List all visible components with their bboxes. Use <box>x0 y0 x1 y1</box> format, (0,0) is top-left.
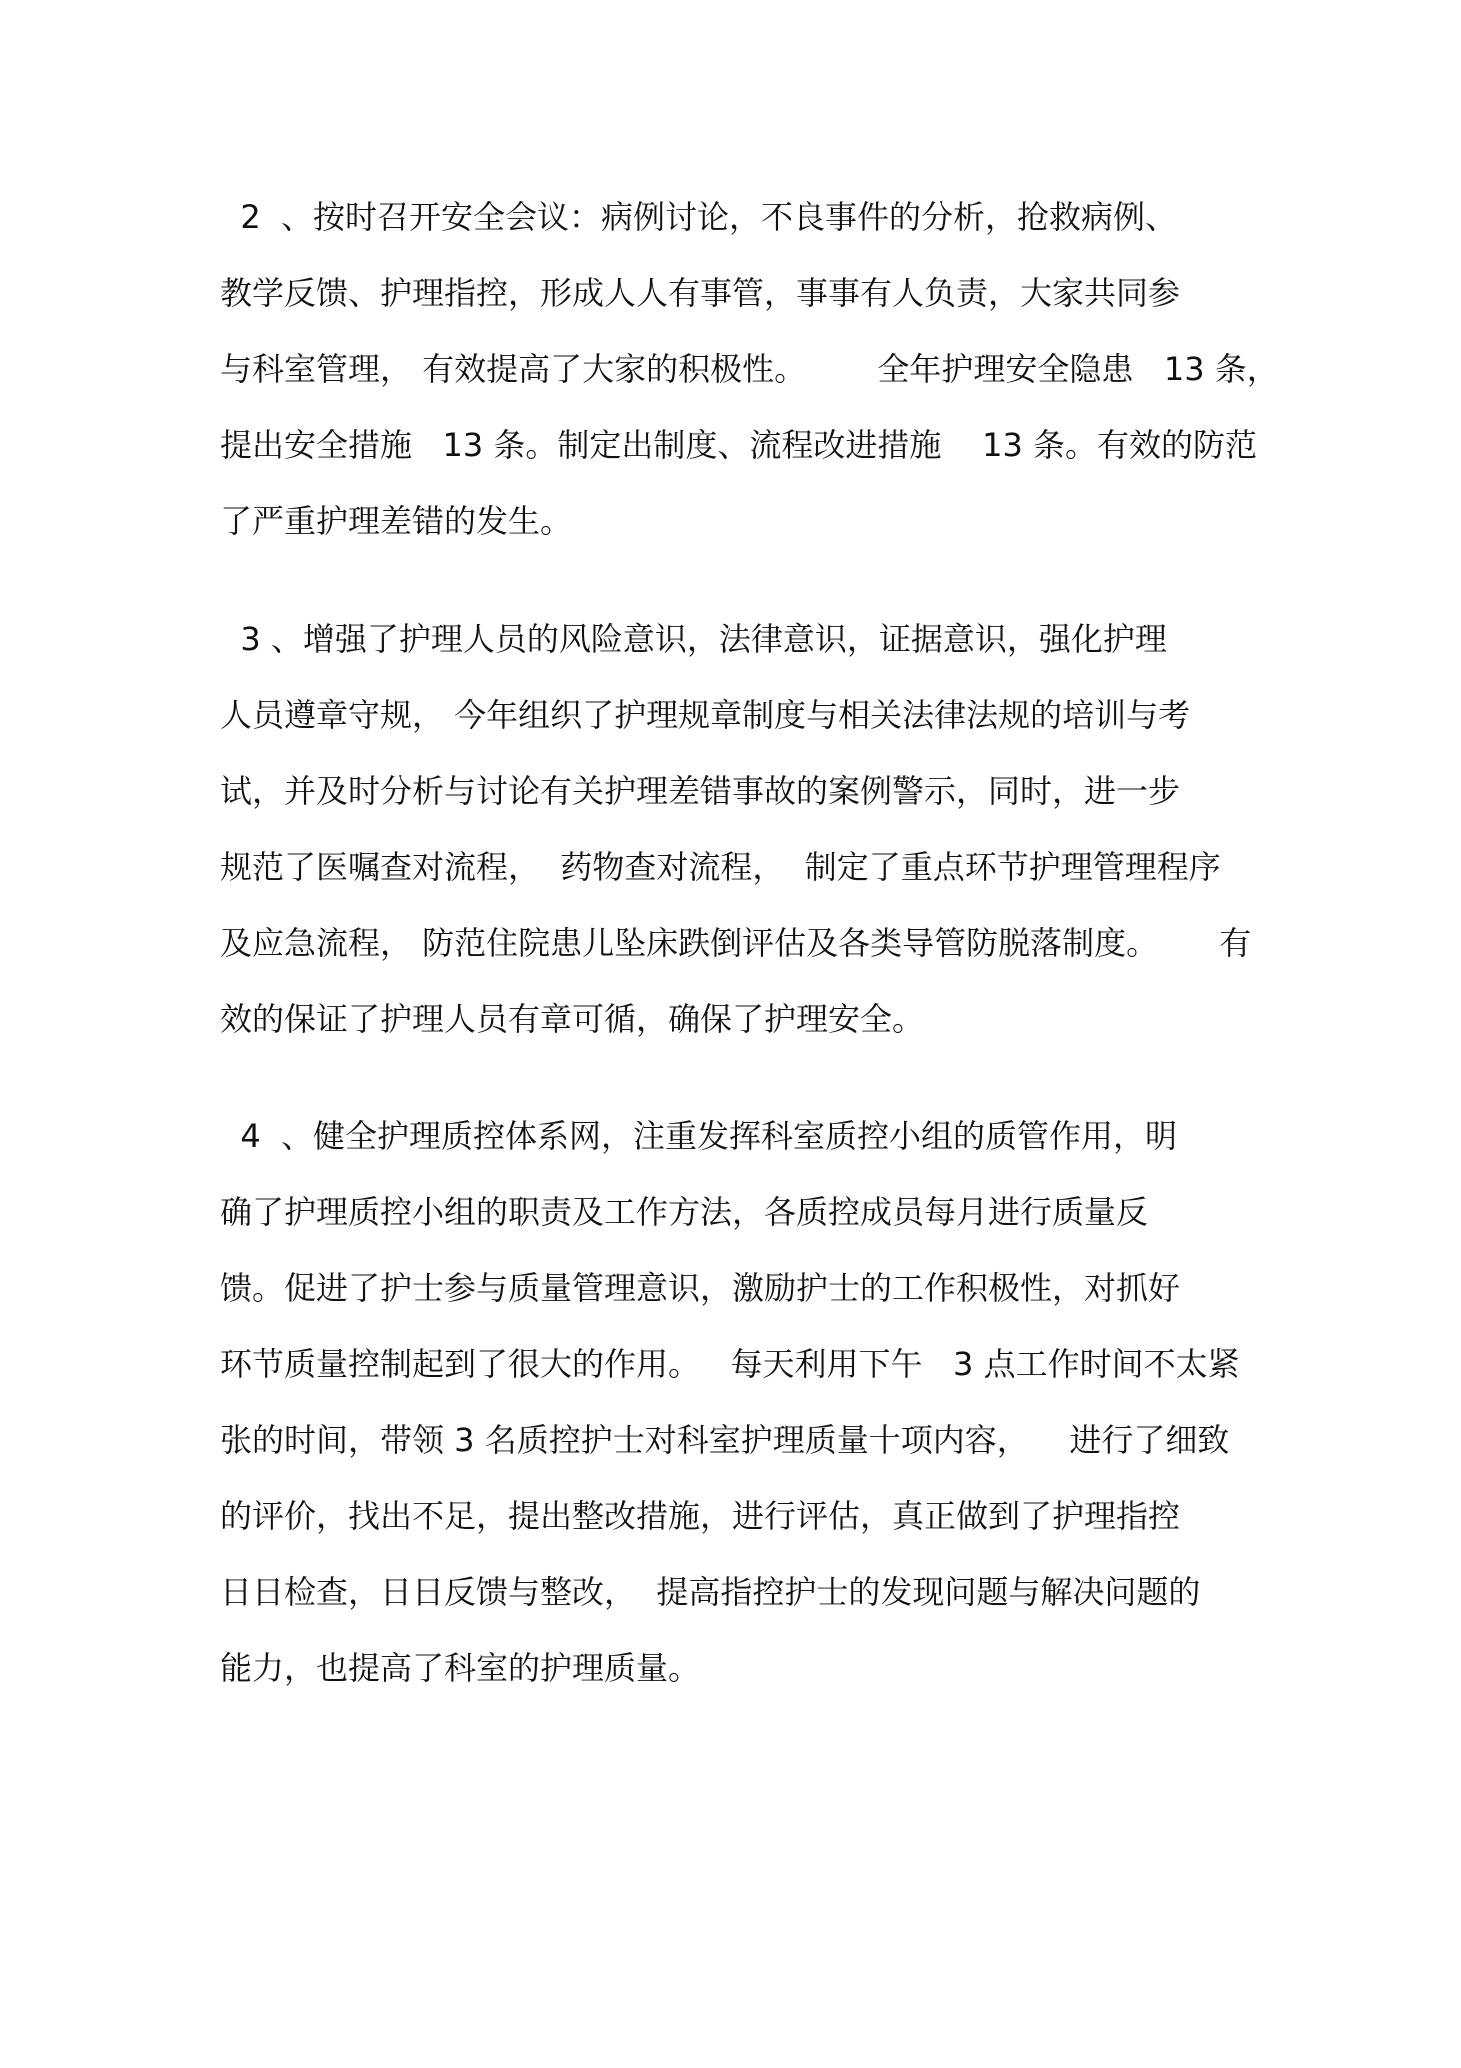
paragraph-3-line-4: 规范了医嘱查对流程， 药物查对流程， 制定了重点环节护理管理程序 <box>220 848 1221 886</box>
paragraph-3-line-1: 3 、增强了护理人员的风险意识，法律意识，证据意识，强化护理 <box>220 620 1167 658</box>
paragraph-2-line-3: 与科室管理， 有效提高了大家的积极性。 全年护理安全隐患 13 条， <box>220 350 1279 388</box>
paragraph-3-line-3: 试，并及时分析与讨论有关护理差错事故的案例警示，同时，进一步 <box>220 772 1181 810</box>
paragraph-2-line-4: 提出安全措施 13 条。制定出制度、流程改进措施 13 条。有效的防范 <box>220 426 1257 464</box>
paragraph-4-line-4: 环节质量控制起到了很大的作用。 每天利用下午 3 点工作时间不太紧 <box>220 1345 1240 1383</box>
paragraph-2-line-2: 教学反馈、护理指控，形成人人有事管，事事有人负责，大家共同参 <box>220 274 1181 312</box>
paragraph-4-line-7: 日日检查，日日反馈与整改， 提高指控护士的发现问题与解决问题的 <box>220 1573 1201 1611</box>
paragraph-2-line-1: 2 、按时召开安全会议：病例讨论，不良事件的分析，抢救病例、 <box>220 198 1178 236</box>
paragraph-4-line-5: 张的时间，带领 3 名质控护士对科室护理质量十项内容， 进行了细致 <box>220 1421 1230 1459</box>
paragraph-3-line-2: 人员遵章守规， 今年组织了护理规章制度与相关法律法规的培训与考 <box>220 696 1191 734</box>
paragraph-4-line-1: 4 、健全护理质控体系网，注重发挥科室质控小组的质管作用，明 <box>220 1117 1178 1155</box>
paragraph-4-line-6: 的评价，找出不足，提出整改措施，进行评估，真正做到了护理指控 <box>220 1497 1181 1535</box>
paragraph-4-line-2: 确了护理质控小组的职责及工作方法，各质控成员每月进行质量反 <box>220 1193 1149 1231</box>
paragraph-4-line-3: 馈。促进了护士参与质量管理意识，激励护士的工作积极性，对抓好 <box>220 1269 1181 1307</box>
paragraph-3-line-5: 及应急流程， 防范住院患儿坠床跌倒评估及各类导管防脱落制度。 有 <box>220 924 1252 962</box>
paragraph-3-line-6: 效的保证了护理人员有章可循，确保了护理安全。 <box>220 1000 925 1038</box>
paragraph-4-line-8: 能力，也提高了科室的护理质量。 <box>220 1649 701 1687</box>
paragraph-2-line-5: 了严重护理差错的发生。 <box>220 502 573 540</box>
